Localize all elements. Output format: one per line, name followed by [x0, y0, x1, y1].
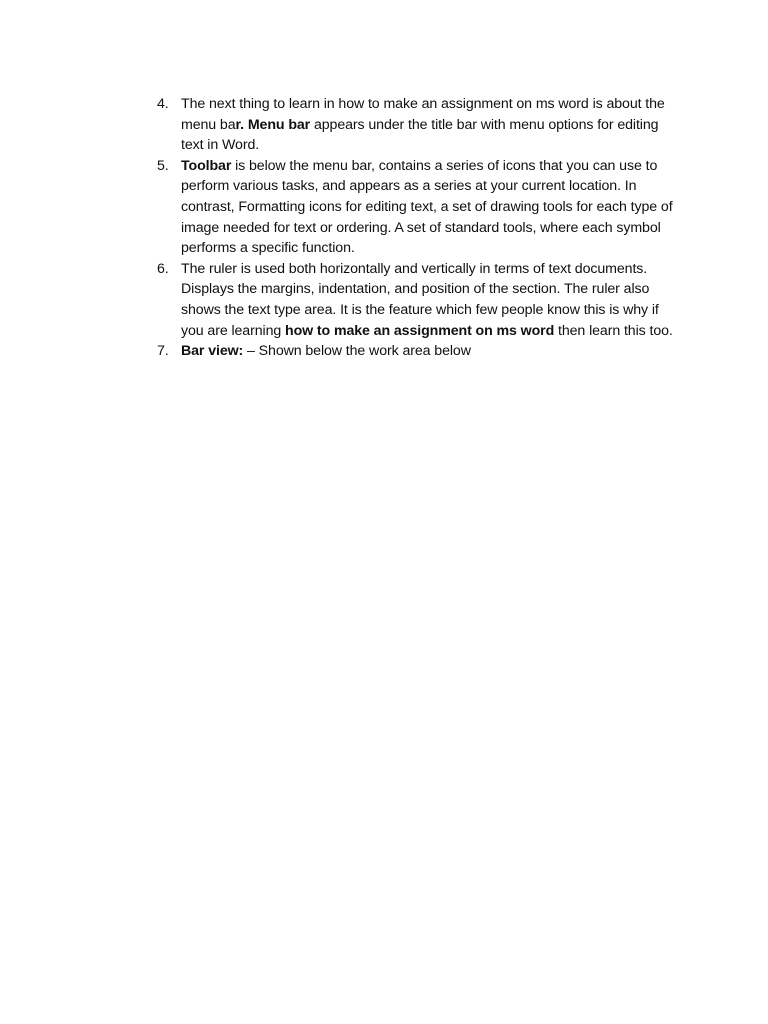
- list-item-text: [181, 261, 673, 339]
- bold-text-run: how to make an assignment on ms word: [285, 322, 555, 339]
- list-item-text: [181, 343, 471, 359]
- text-run: then learn this too.: [554, 322, 673, 339]
- text-run: The ruler is used both horizontally and vertically in terms of text documents. Displays the margins, indentation, and position of the section. The ruler also shows the text type area. It is the feature which few people know this is why if you are learning: [181, 260, 659, 339]
- bold-text-run: Bar view:: [181, 343, 244, 360]
- bold-text-run: r. Menu bar: [235, 116, 311, 133]
- list-item-text: [181, 158, 673, 256]
- list-number: 5.: [157, 157, 169, 174]
- text-run: – Shown below the work area below: [243, 343, 471, 360]
- list-item-5: [157, 156, 677, 259]
- list-item-7: [157, 341, 677, 362]
- list-item-text: [181, 96, 665, 153]
- numbered-list: [157, 94, 677, 362]
- list-number: 6.: [157, 260, 169, 277]
- text-run: is below the menu bar, contains a series of icons that you can use to perform various tasks, and appears as a series at your current location. In contrast, Formatting icons for editing text, a set of drawing tools for each type of image needed for text or ordering. A set of standard tools, where each symbol performs a specific function.: [181, 157, 673, 257]
- list-item-6: [157, 259, 677, 341]
- list-item-4: [157, 94, 677, 156]
- text-run: The next thing to learn in how to make an assignment on ms word is about the menu ba: [181, 96, 665, 133]
- list-number: 7.: [157, 343, 169, 360]
- text-run: appears under the title bar with menu options for editing text in Word.: [181, 116, 659, 154]
- list-number: 4.: [157, 96, 169, 112]
- bold-text-run: Toolbar: [181, 157, 232, 174]
